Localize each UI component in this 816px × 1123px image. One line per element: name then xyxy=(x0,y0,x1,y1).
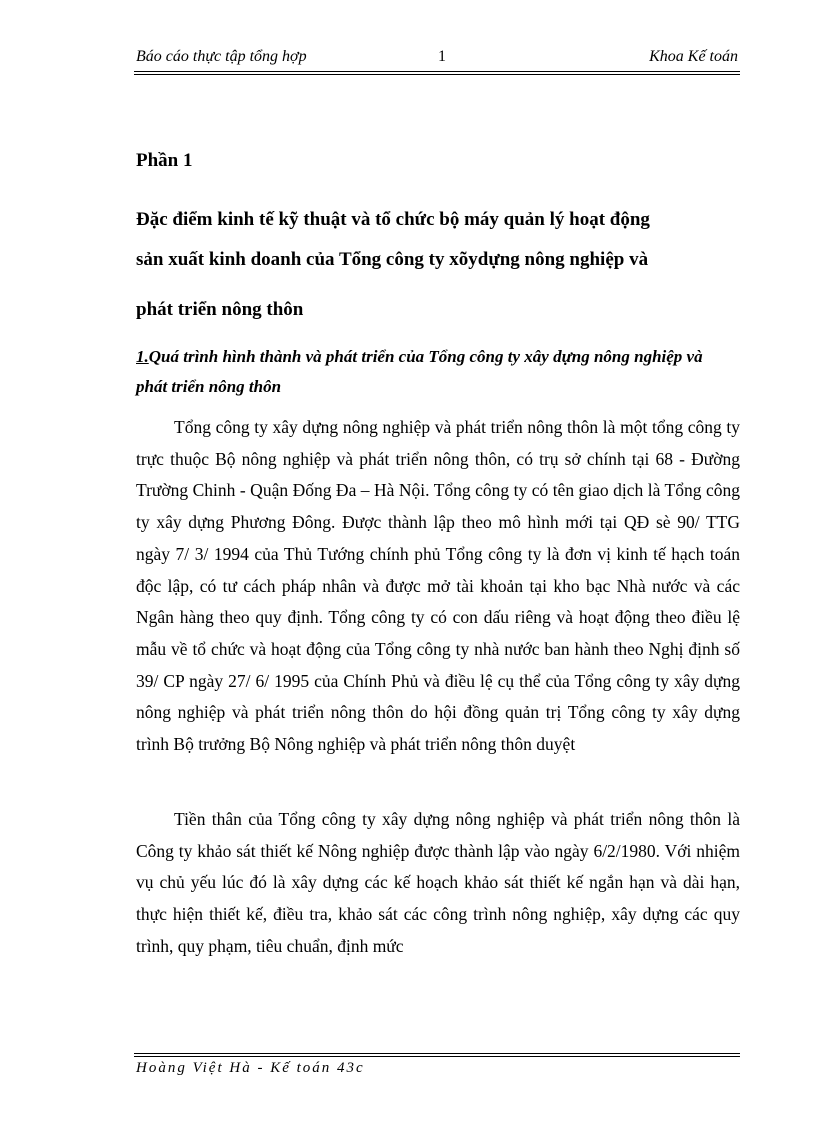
body-paragraph-1 xyxy=(136,412,740,761)
header-rule xyxy=(134,71,740,72)
chapter-title-line-3: phát triển nông thôn xyxy=(136,299,304,320)
section-heading-text: Quá trình hình thành và phát triển của Tổng công ty xây dựng nông nghiệp và phát triển nông thôn xyxy=(136,347,703,396)
chapter-title xyxy=(136,200,741,330)
header-department: Khoa Kế toán xyxy=(649,48,738,65)
header-report-title: Báo cáo thực tập tổng hợp xyxy=(136,48,307,65)
paragraph-text: Tiền thân của Tổng công ty xây dựng nông nghiệp và phát triển nông thôn là Công ty khảo sát thiết kế Nông nghiệp được thành lập vào ngày 6/2/1980. Với nhiệm vụ chủ yếu lúc đó là xây dựng các kế hoạch khảo sát thiết kế ngắn hạn và dài hạn, thực hiện thiết kế, điều tra, khảo sát các công trình nông nghiệp, xây dựng các quy trình, quy phạm, tiêu chuẩn, định mức xyxy=(136,809,740,956)
paragraph-text: Tổng công ty xây dựng nông nghiệp và phát triển nông thôn là một tổng công ty trực thuộc Bộ nông nghiệp và phát triển nông thôn, có trụ sở chính tại 68 - Đường Trường Chinh - Quận Đống Đa – Hà Nội. Tổng công ty có tên giao dịch là Tổng công ty xây dựng Phương Đông. Được thành lập theo mô hình mới tại QĐ sè 90/ TTG ngày 7/ 3/ 1994 của Thủ Tướng chính phủ Tổng công ty là đơn vị kinh tế hạch toán độc lập, có tư cách pháp nhân và được mở tài khoản tại kho bạc Nhà nước và các Ngân hàng theo quy định. Tổng công ty có con dấu riêng và hoạt động theo điều lệ mẫu về tổ chức và hoạt động của Tổng công ty nhà nước ban hành theo Nghị định số 39/ CP ngày 27/ 6/ 1995 của Chính Phủ và điều lệ cụ thể của Tổng công ty xây dựng nông nghiệp và phát triển nông thôn do hội đồng quản trị Tổng công ty xây dựng trình Bộ trưởng Bộ Nông nghiệp và phát triển nông thôn duyệt xyxy=(136,417,740,755)
page-footer-author: Hoàng Việt Hà - Kế toán 43c xyxy=(136,1060,365,1076)
header-page-number: 1 xyxy=(438,48,446,65)
chapter-title-line-2: sản xuất kinh doanh của Tổng công ty xõydựng nông nghiệp và xyxy=(136,249,649,270)
chapter-title-line-1: Đặc điểm kinh tế kỹ thuật và tổ chức bộ máy quản lý hoạt động xyxy=(136,209,650,230)
body-paragraph-2 xyxy=(136,804,740,963)
page-header xyxy=(134,48,740,70)
footer-rule-double xyxy=(134,1056,740,1057)
part-label: Phần 1 xyxy=(136,150,193,171)
footer-rule xyxy=(134,1053,740,1054)
header-rule-double xyxy=(134,74,740,75)
section-number: 1. xyxy=(136,347,149,366)
section-heading xyxy=(136,342,736,402)
